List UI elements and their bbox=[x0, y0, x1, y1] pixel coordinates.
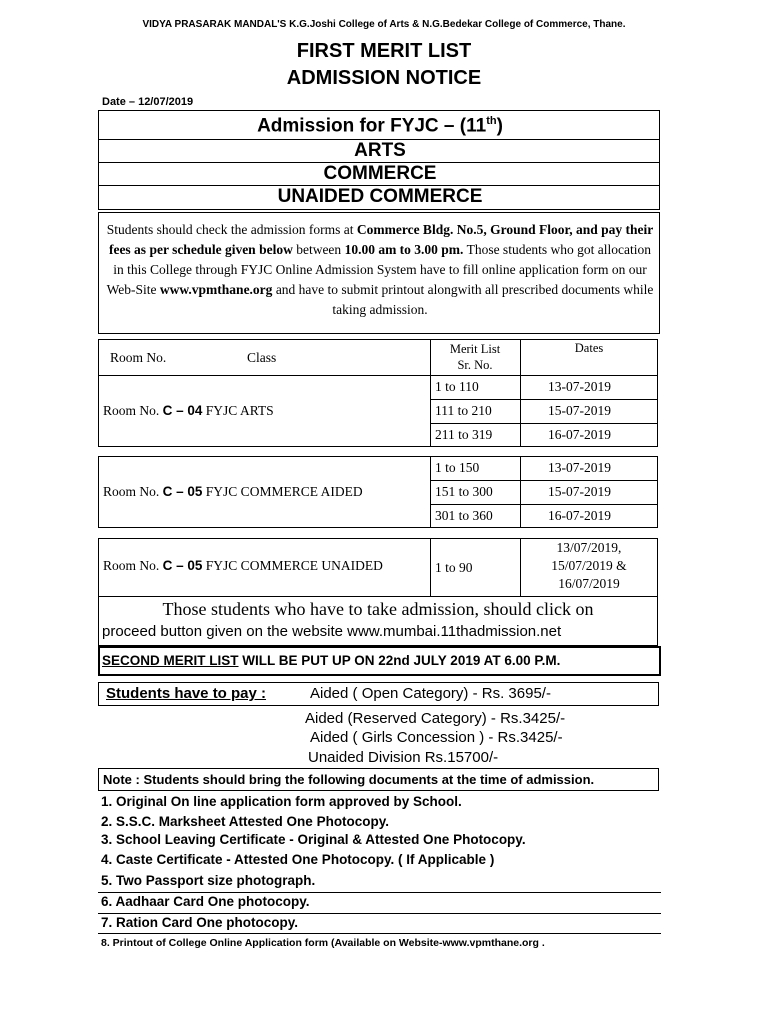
second-merit-text: WILL BE PUT UP ON 22nd JULY 2019 AT 6.00 P.M. bbox=[238, 653, 561, 668]
commerce-date-3: 16-07-2019 bbox=[548, 508, 611, 523]
intro-timing: 10.00 am to 3.00 pm. bbox=[344, 242, 464, 257]
header-merit-line1: Merit List bbox=[449, 342, 501, 356]
arts-room-prefix: Room No. bbox=[103, 403, 163, 418]
unaided-range: 1 to 90 bbox=[435, 560, 473, 575]
intro-website: www.vpmthane.org bbox=[159, 282, 273, 297]
commerce-date-1: 13-07-2019 bbox=[548, 460, 611, 475]
online-line-2: proceed button given on the website www.mumbai.11thadmission.net bbox=[102, 623, 562, 640]
commerce-range-3: 301 to 360 bbox=[435, 508, 493, 523]
document-item-5: 5. Two Passport size photograph. bbox=[101, 873, 316, 888]
intro-location: Commerce Bldg. No.5, Ground Floor, and pay their fees as per schedule given below bbox=[108, 222, 654, 257]
course-heading-sup: th bbox=[486, 115, 497, 127]
header-room: Room No. bbox=[110, 350, 167, 365]
fee-aided-girls: Aided ( Girls Concession ) - Rs.3425/- bbox=[310, 729, 563, 746]
intro-part-1: Students should check the admission forms at bbox=[106, 222, 357, 237]
arts-range-1: 1 to 110 bbox=[435, 379, 479, 394]
unaided-room-code: C – 05 bbox=[162, 558, 203, 573]
header-class: Class bbox=[247, 350, 277, 365]
document-item-6: 6. Aadhaar Card One photocopy. bbox=[101, 894, 310, 909]
intro-part-3: Those students who got allocation in this College through FYJC Online Admission System have to fill online application form on our Web-Site bbox=[106, 242, 652, 297]
commerce-class: FYJC COMMERCE AIDED bbox=[202, 484, 363, 499]
arts-date-3: 16-07-2019 bbox=[548, 427, 611, 442]
header-merit-line2: Sr. No. bbox=[457, 358, 493, 372]
unaided-date-1: 13/07/2019, bbox=[556, 540, 622, 555]
intro-part-4: and have to submit printout alongwith all prescribed documents while taking admission. bbox=[272, 282, 654, 317]
course-unaided-commerce: UNAIDED COMMERCE bbox=[277, 186, 483, 207]
course-arts: ARTS bbox=[354, 140, 406, 161]
header-dates: Dates bbox=[574, 341, 604, 355]
document-item-7: 7. Ration Card One photocopy. bbox=[101, 915, 299, 930]
course-commerce: COMMERCE bbox=[323, 163, 437, 184]
unaided-room-prefix: Room No. bbox=[103, 558, 163, 573]
document-item-2: 2. S.S.C. Marksheet Attested One Photocopy. bbox=[101, 814, 390, 829]
commerce-room-prefix: Room No. bbox=[103, 484, 163, 499]
unaided-dates bbox=[520, 539, 658, 593]
commerce-range-1: 1 to 150 bbox=[435, 460, 480, 475]
course-heading bbox=[100, 115, 660, 137]
title-admission-notice: ADMISSION NOTICE bbox=[286, 67, 482, 89]
arts-room bbox=[103, 403, 274, 419]
commerce-room bbox=[103, 484, 363, 500]
unaided-date-3: 16/07/2019 bbox=[558, 576, 620, 591]
course-heading-close: ) bbox=[496, 115, 503, 137]
online-line-1: Those students who have to take admission, should click on bbox=[162, 599, 594, 619]
commerce-range-2: 151 to 300 bbox=[435, 484, 493, 499]
instructions-text bbox=[104, 220, 656, 320]
arts-date-2: 15-07-2019 bbox=[548, 403, 611, 418]
fees-label: Students have to pay : bbox=[106, 685, 267, 702]
unaided-room bbox=[103, 558, 383, 574]
arts-range-2: 111 to 210 bbox=[435, 403, 492, 418]
notice-date: Date – 12/07/2019 bbox=[102, 96, 194, 108]
arts-class: FYJC ARTS bbox=[202, 403, 274, 418]
arts-date-1: 13-07-2019 bbox=[548, 379, 611, 394]
arts-room-code: C – 04 bbox=[162, 403, 203, 418]
institution-name: VIDYA PRASARAK MANDAL'S K.G.Joshi College of Arts & N.G.Bedekar College of Commerce, Thane. bbox=[142, 19, 626, 30]
commerce-date-2: 15-07-2019 bbox=[548, 484, 611, 499]
fee-aided-reserved: Aided (Reserved Category) - Rs.3425/- bbox=[305, 710, 566, 727]
course-heading-text: Admission for FYJC – (11 bbox=[257, 115, 487, 137]
arts-range-3: 211 to 319 bbox=[435, 427, 493, 442]
commerce-room-code: C – 05 bbox=[162, 484, 203, 499]
second-merit-label: SECOND MERIT LIST bbox=[102, 653, 239, 668]
fee-aided-open: Aided ( Open Category) - Rs. 3695/- bbox=[310, 685, 551, 702]
document-item-3: 3. School Leaving Certificate - Original & Attested One Photocopy. bbox=[101, 832, 526, 847]
unaided-class: FYJC COMMERCE UNAIDED bbox=[202, 558, 383, 573]
document-item-4: 4. Caste Certificate - Attested One Photocopy. ( If Applicable ) bbox=[101, 852, 495, 867]
fee-unaided: Unaided Division Rs.15700/- bbox=[308, 749, 499, 766]
intro-part-2: between bbox=[292, 242, 345, 257]
note-text: Note : Students should bring the following documents at the time of admission. bbox=[103, 772, 595, 787]
title-merit-list: FIRST MERIT LIST bbox=[296, 40, 472, 62]
header-merit bbox=[430, 341, 520, 373]
document-item-1: 1. Original On line application form approved by School. bbox=[101, 794, 462, 809]
document-item-8: 8. Printout of College Online Application form (Available on Website-www.vpmthane.org . bbox=[101, 937, 545, 949]
second-merit-notice bbox=[102, 653, 560, 668]
unaided-date-2: 15/07/2019 & bbox=[551, 558, 627, 573]
